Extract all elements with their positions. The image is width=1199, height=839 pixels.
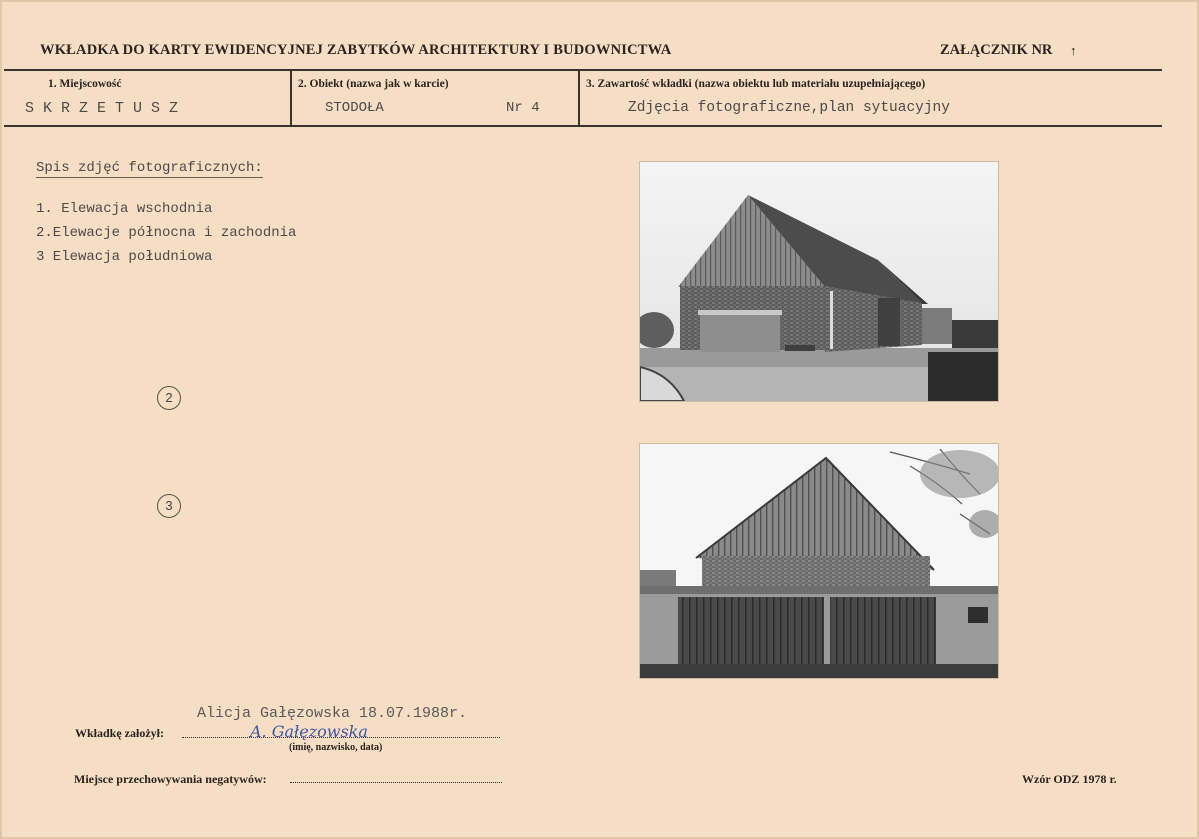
form-model: Wzór ODZ 1978 r. bbox=[1022, 772, 1117, 786]
header-rule-bottom bbox=[4, 125, 1162, 127]
column-divider-1 bbox=[290, 71, 292, 125]
contents-value: Zdjęcia fotograficzne,plan sytuacyjny bbox=[628, 100, 950, 116]
locality-label: 1. Miejscowość bbox=[48, 78, 122, 90]
negatives-line bbox=[290, 782, 502, 783]
author-signature: A. Gałęzowska bbox=[250, 722, 368, 741]
barn-photo-north-west bbox=[640, 162, 998, 401]
object-label: 2. Obiekt (nazwa jak w karcie) bbox=[298, 78, 449, 90]
photo-marker-3: 3 bbox=[157, 494, 181, 518]
annex-label: ZAŁĄCZNIK NR bbox=[940, 42, 1053, 58]
object-value: STODOŁA bbox=[325, 100, 384, 116]
annex-number: ↑ bbox=[1070, 43, 1077, 58]
barn-photo-south bbox=[640, 444, 998, 678]
photo-list-title: Spis zdjęć fotograficznych: bbox=[36, 160, 263, 176]
photo-list-item: 3 Elewacja południowa bbox=[36, 249, 213, 265]
contents-label: 3. Zawartość wkładki (nazwa obiektu lub materiału uzupełniającego) bbox=[586, 78, 926, 90]
author-label: Wkładkę założył: bbox=[75, 726, 164, 740]
photo-marker-2: 2 bbox=[157, 386, 181, 410]
photo-list-item: 2.Elewacje północna i zachodnia bbox=[36, 225, 297, 241]
header-rule-top bbox=[4, 69, 1162, 71]
photo-list-item: 1. Elewacja wschodnia bbox=[36, 201, 213, 217]
author-typed: Alicja Gałęzowska 18.07.1988r. bbox=[197, 705, 468, 722]
sheet-title: WKŁADKA DO KARTY EWIDENCYJNEJ ZABYTKÓW ARCHITEKTURY I BUDOWNICTWA bbox=[40, 42, 672, 58]
negatives-label: Miejsce przechowywania negatywów: bbox=[74, 772, 267, 786]
object-number: Nr 4 bbox=[506, 100, 540, 116]
locality-value: S K R Z E T U S Z bbox=[25, 100, 179, 117]
author-caption: (imię, nazwisko, data) bbox=[289, 742, 383, 753]
column-divider-2 bbox=[578, 71, 580, 125]
